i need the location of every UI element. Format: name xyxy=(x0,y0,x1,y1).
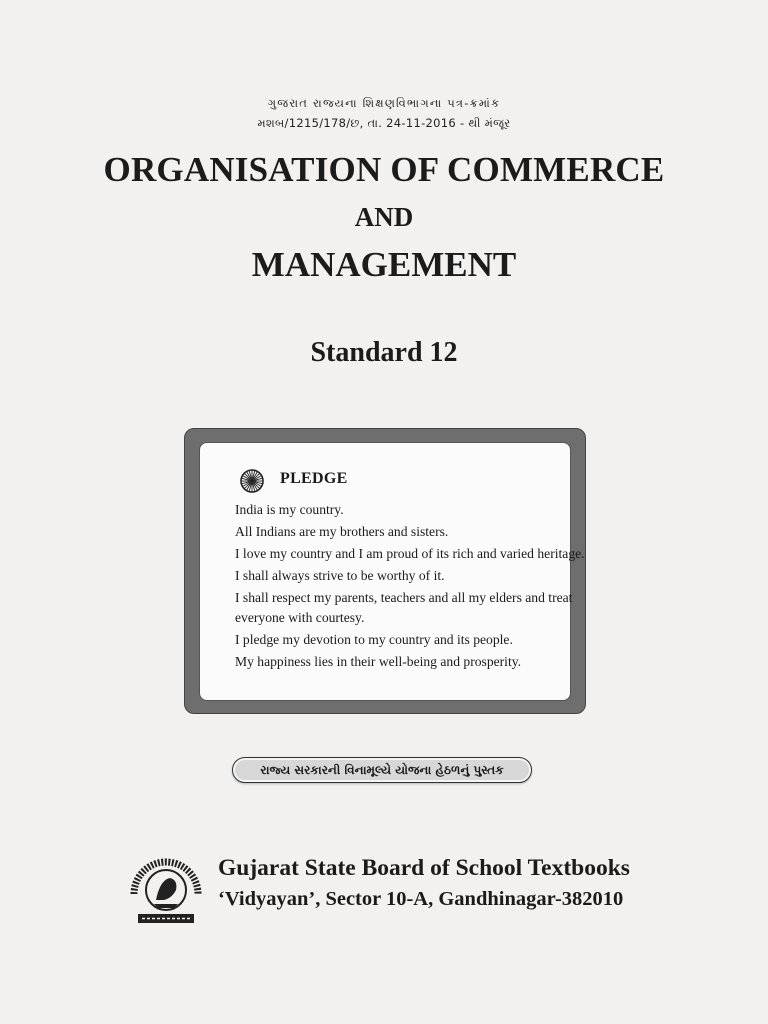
pledge-line: I shall always strive to be worthy of it. xyxy=(235,567,445,583)
board-emblem-icon xyxy=(126,850,206,926)
pledge-panel xyxy=(199,442,585,701)
ashoka-chakra-icon xyxy=(240,469,264,493)
pledge-line: I shall respect my parents, teachers and all my elders and treat everyone with courtesy. xyxy=(235,589,573,625)
standard-label: Standard 12 xyxy=(310,337,458,368)
book-title-line-1: ORGANISATION OF COMMERCE xyxy=(103,150,665,189)
pledge-line: My happiness lies in their well-being and prosperity. xyxy=(235,653,522,669)
book-title-line-2: AND xyxy=(354,202,414,232)
approval-line-1: ગુજરાત રાજ્યના શિક્ષણવિભાગના પત્ર-ક્રમાંક xyxy=(267,96,501,110)
pledge-line: India is my country. xyxy=(235,502,344,517)
approval-line-2: મશબ/1215/178/છ, તા. 24-11-2016 - થી મંજૂર xyxy=(257,116,511,130)
book-title-line-3: MANAGEMENT xyxy=(251,245,517,284)
publisher-address: ‘Vidyayan’, Sector 10-A, Gandhinagar-382010 xyxy=(218,888,624,910)
pledge-line: I love my country and I am proud of its rich and varied heritage. xyxy=(235,545,585,561)
pledge-line: All Indians are my brothers and sisters. xyxy=(235,523,449,539)
free-scheme-badge: રાજ્ય સરકારની વિનામૂલ્યે યોજના હેઠળનું પુસ્તક xyxy=(232,757,532,783)
pledge-heading: PLEDGE xyxy=(280,470,348,487)
pledge-text xyxy=(235,500,585,674)
pledge-box xyxy=(184,428,586,714)
publisher-name: Gujarat State Board of School Textbooks xyxy=(218,855,630,881)
pledge-line: I pledge my devotion to my country and its people. xyxy=(235,631,513,647)
